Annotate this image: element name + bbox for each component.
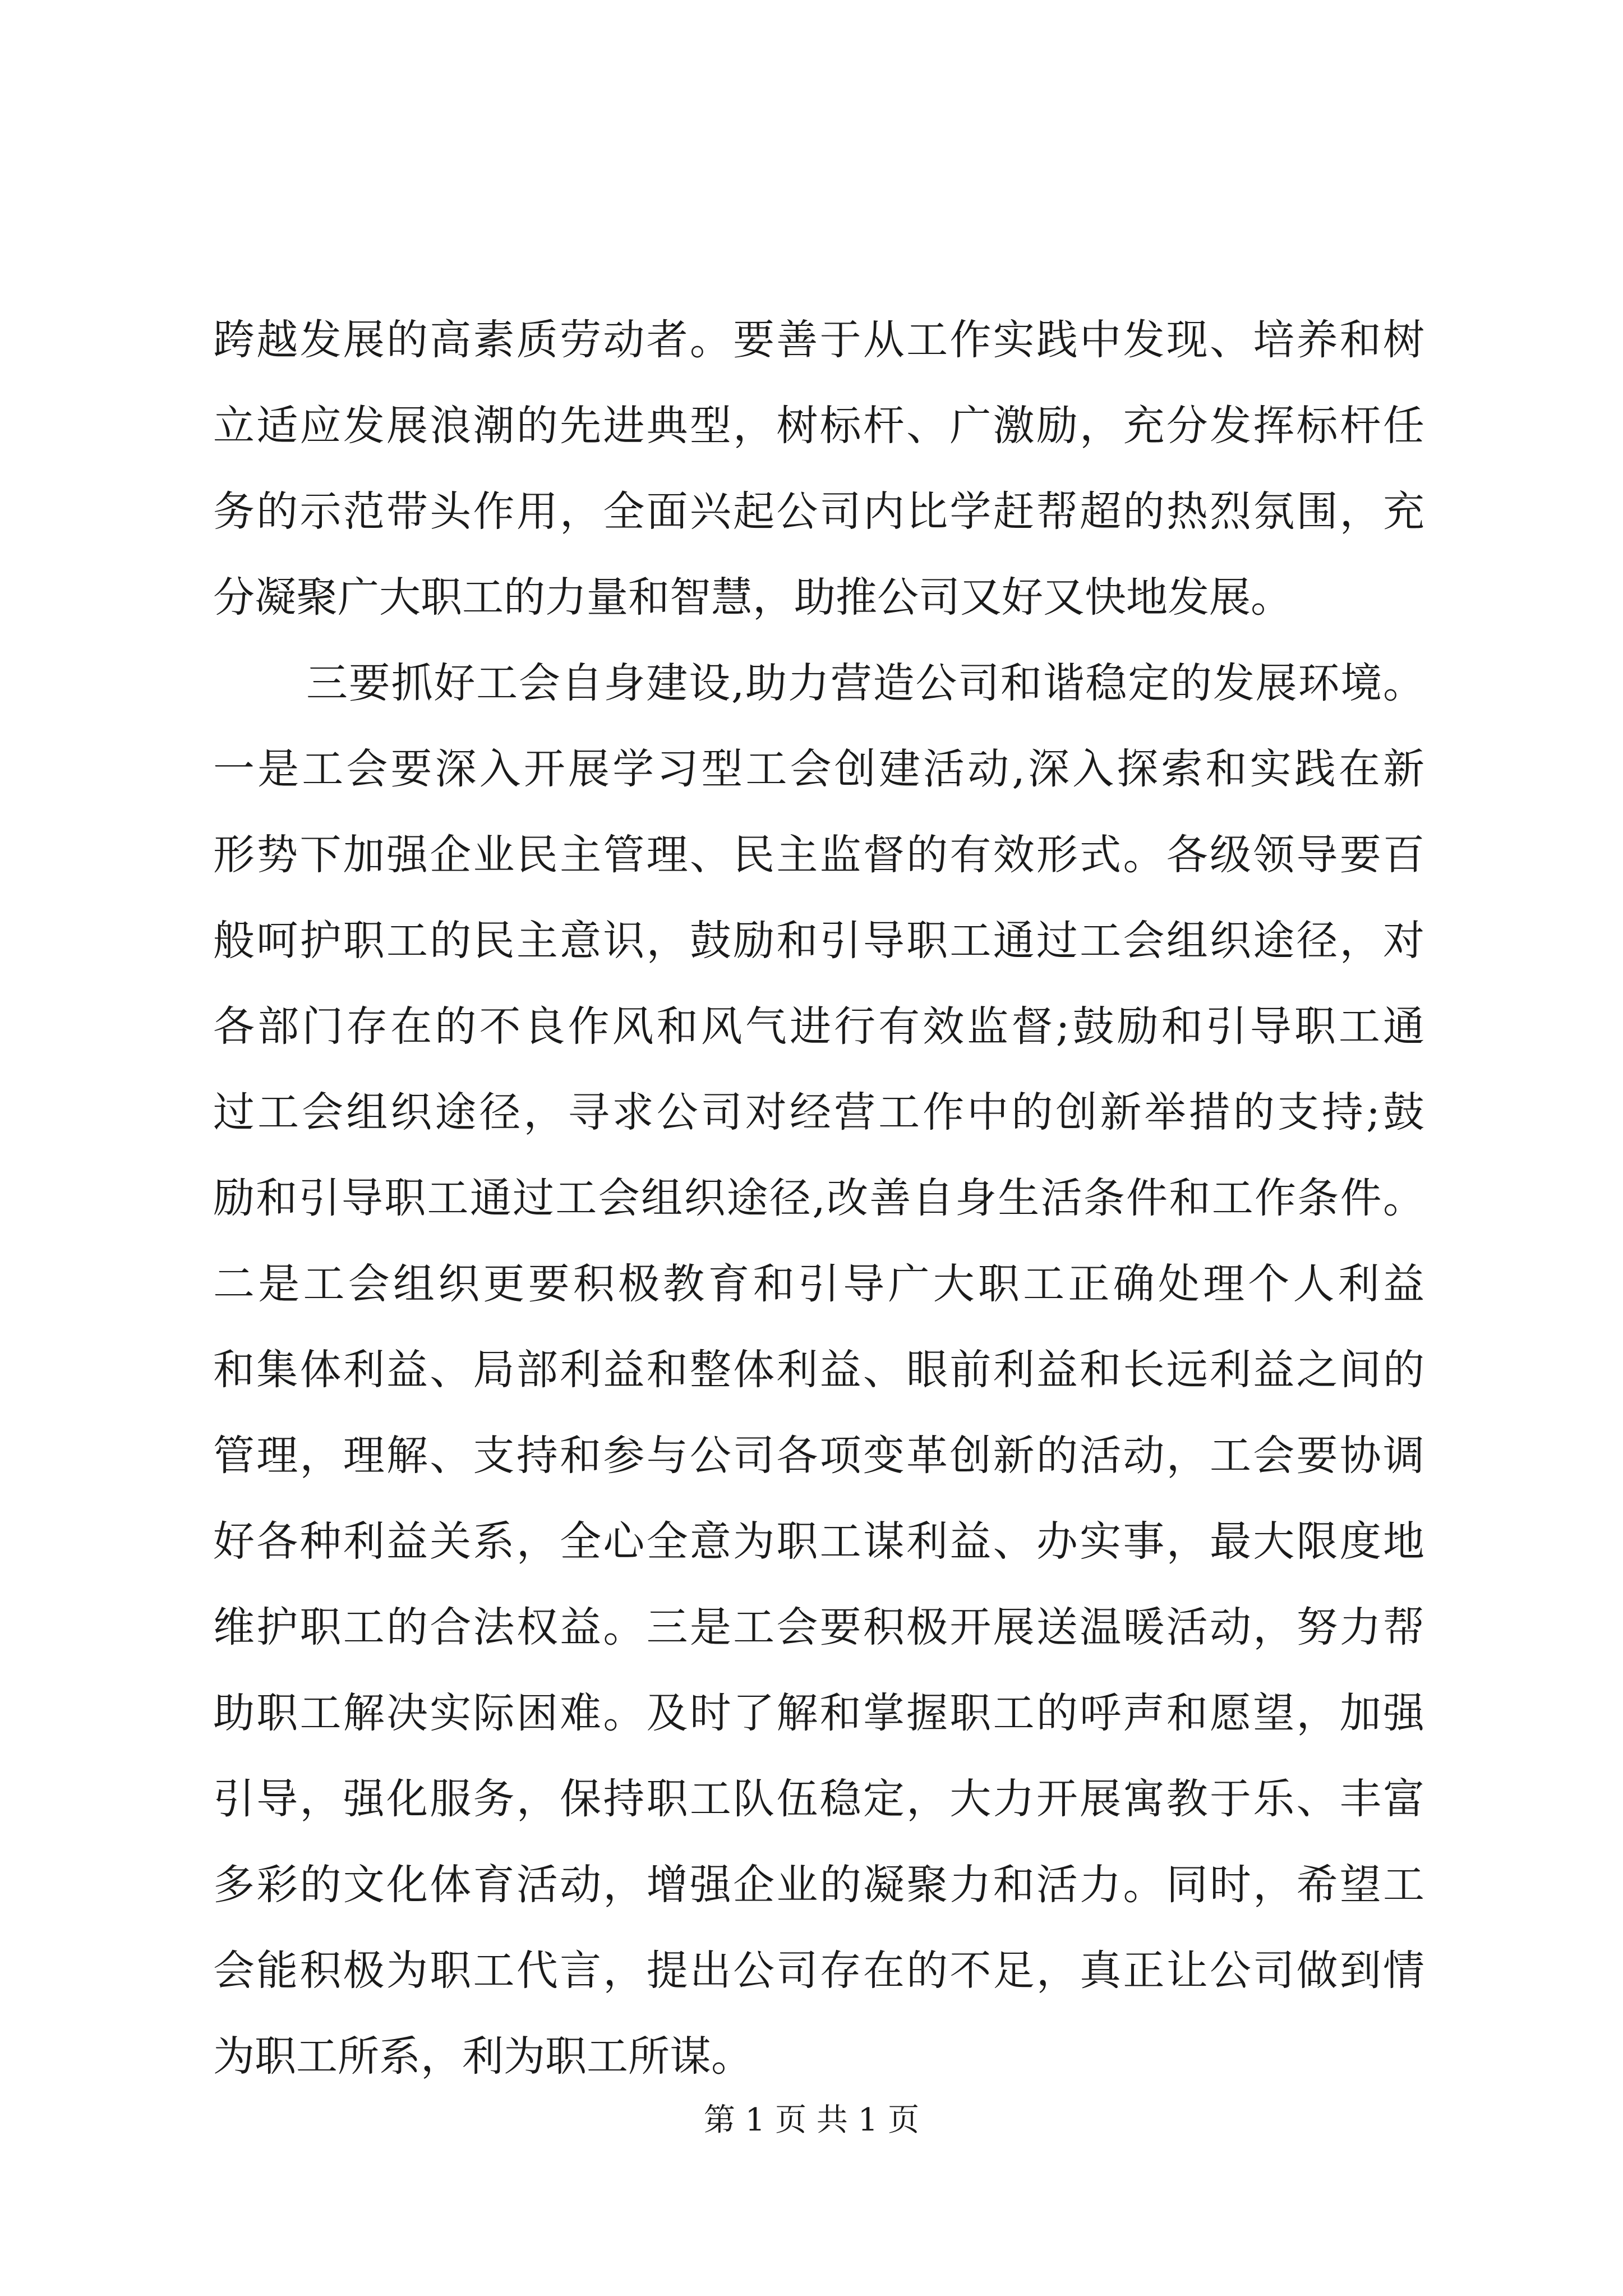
text-line: 立适应发展浪潮的先进典型，树标杆、广激励，充分发挥标杆任 [213,402,1424,450]
text-line: 各部门存在的不良作风和风气进行有效监督;鼓励和引导职工通 [213,1002,1424,1051]
text-line: 多彩的文化体育活动，增强企业的凝聚力和活力。同时，希望工 [213,1861,1424,1909]
text-line: 管理，理解、支持和参与公司各项变革创新的活动，工会要协调 [213,1432,1424,1480]
text-line: 助职工解决实际困难。及时了解和掌握职工的呼声和愿望，加强 [213,1689,1424,1737]
text-line: 过工会组织途径，寻求公司对经营工作中的创新举措的支持;鼓 [213,1088,1424,1137]
page-number-footer: 第 1 页 共 1 页 [703,2102,920,2138]
body-text [213,297,1424,2100]
text-line: 和集体利益、局部利益和整体利益、眼前利益和长远利益之间的 [213,1346,1424,1394]
text-line: 跨越发展的高素质劳动者。要善于从工作实践中发现、培养和树 [213,316,1424,364]
text-line: 会能积极为职工代言，提出公司存在的不足，真正让公司做到情 [213,1947,1424,1995]
text-line: 好各种利益关系，全心全意为职工谋利益、办实事，最大限度地 [213,1517,1424,1566]
text-line: 维护职工的合法权益。三是工会要积极开展送温暖活动，努力帮 [213,1603,1424,1651]
paragraph-heading-line: 三要抓好工会自身建设,助力营造公司和谐稳定的发展环境。 [306,659,1424,707]
text-line: 引导，强化服务，保持职工队伍稳定，大力开展寓教于乐、丰富 [213,1775,1424,1823]
text-line: 分凝聚广大职工的力量和智慧，助推公司又好又快地发展。 [213,573,1292,622]
text-line: 二是工会组织更要积极教育和引导广大职工正确处理个人利益 [213,1260,1424,1308]
text-line: 务的示范带头作用，全面兴起公司内比学赶帮超的热烈氛围，充 [213,487,1424,536]
text-line: 一是工会要深入开展学习型工会创建活动,深入探索和实践在新 [213,745,1424,793]
text-line: 励和引导职工通过工会组织途径,改善自身生活条件和工作条件。 [213,1174,1424,1222]
text-line: 般呵护职工的民主意识，鼓励和引导职工通过工会组织途径，对 [213,917,1424,965]
text-line: 形势下加强企业民主管理、民主监督的有效形式。各级领导要百 [213,831,1424,879]
text-line: 为职工所系，利为职工所谋。 [213,2032,753,2081]
